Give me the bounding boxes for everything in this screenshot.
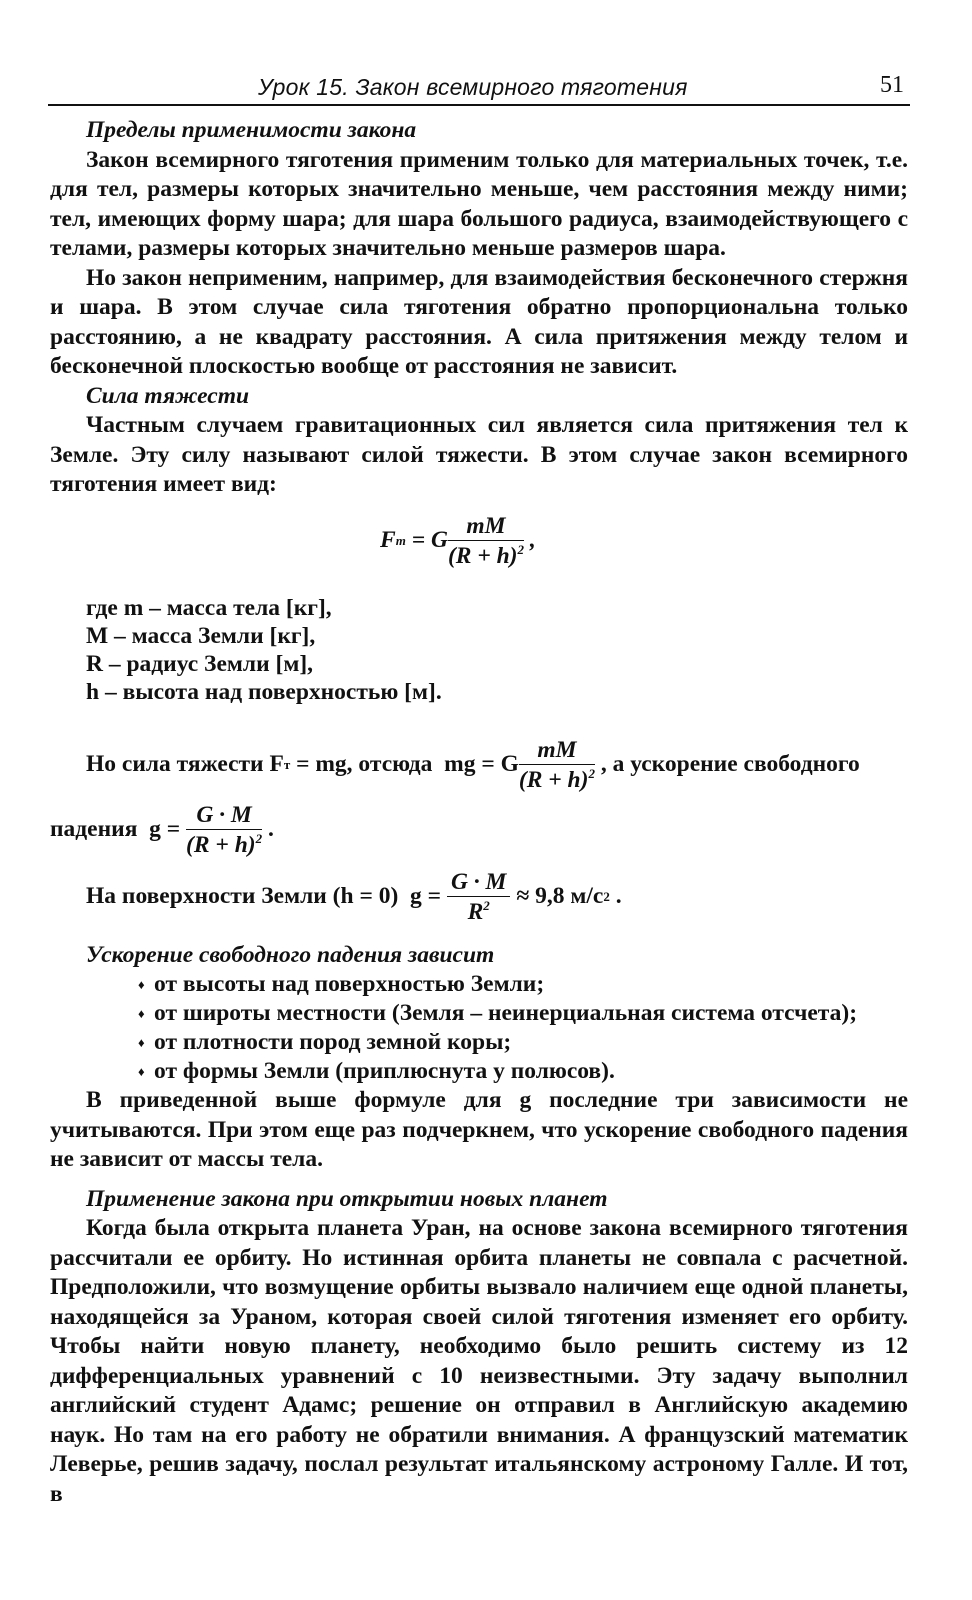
relation-pre: Но сила тяжести F	[86, 751, 284, 778]
definition-h: h – высота над поверхностью [м].	[86, 678, 442, 705]
formula-fraction	[448, 512, 524, 571]
free-fall-denominator: (R + h)	[186, 831, 256, 858]
page-number: 51	[880, 72, 904, 98]
gravity-relation-line: Но сила тяжести F т = mg, отсюда mg = G $\frac{mM}{(R + h)^2}$ , а ускорение свободного	[86, 736, 860, 793]
running-title: Урок 15. Закон всемирного тяготения	[258, 74, 688, 100]
definition-M: M – масса Земли [кг],	[86, 622, 316, 649]
relation-fraction	[519, 736, 595, 795]
list-item: ♦ от широты местности (Земля – неинерциальная система отсчета);	[154, 999, 908, 1028]
formula-lhs: F	[380, 527, 396, 554]
paragraph: Но закон неприменим, например, для взаимодействия бесконечного стержня и шара. В этом случае сила тяготения обратно пропорциональна только расстоянию, а не квадрату расстояния. А сила притяжения между телом и бесконечной плоскостью вообще от расстояния не зависит.	[50, 264, 908, 379]
formula-denominator-power: 2	[517, 541, 524, 557]
paragraph: Частным случаем гравитационных сил является сила притяжения тел к Земле. Эту силу называют силой тяжести. В этом случае закон всемирного тяготения имеет вид:	[50, 412, 908, 497]
formula-eq: = G	[405, 527, 448, 554]
free-fall-pre: падения g =	[50, 816, 187, 843]
formula-denominator-wrap	[448, 541, 524, 571]
formula-tail: ,	[523, 527, 536, 554]
page-header	[48, 68, 910, 108]
free-fall-line	[50, 801, 908, 860]
section-heading-gravity-force: Сила тяжести	[86, 382, 250, 409]
surface-end: .	[609, 883, 622, 910]
formula-numerator: mM	[448, 512, 524, 541]
surface-pre: На поверхности Земли (h = 0) g =	[86, 883, 447, 910]
relation-denominator-wrap	[519, 765, 595, 795]
relation-post: , а ускорение свободного	[594, 751, 860, 778]
list-item: ♦ от формы Земли (приплюснута у полюсов).	[154, 1057, 908, 1086]
section-heading-planets: Применение закона при открытии новых планет	[86, 1185, 608, 1212]
surface-denominator-wrap	[447, 897, 511, 927]
free-fall-denominator-power: 2	[255, 830, 263, 846]
surface-g-line: На поверхности Земли (h = 0) g = $\frac{G \cdot M}{R^2}$ ≈ 9,8 м/с 2 .	[86, 868, 622, 925]
gravity-formula: F т = G $\frac{mM}{(R + h)^2}$ ,	[380, 512, 536, 569]
variable-definitions	[50, 594, 908, 706]
definition-m: где m – масса тела [кг],	[86, 594, 332, 621]
paragraph: Закон всемирного тяготения применим только для материальных точек, т.е. для тел, размеры которых значительно меньше, чем расстояния между ними; тел, имеющих форму шара; для шара большого радиуса, взаимодействующего с телами, размеры которых значительно меньше размеров шара.	[50, 146, 908, 261]
relation-denominator-power: 2	[588, 765, 595, 781]
surface-denominator-power: 2	[483, 897, 490, 913]
surface-numerator: G · M	[447, 868, 511, 897]
relation-numerator: mM	[519, 736, 595, 765]
free-fall-numerator: G · M	[186, 801, 262, 830]
list-item: ♦ от высоты над поверхностью Земли;	[154, 970, 908, 999]
header-rule	[48, 104, 910, 106]
free-fall-denominator-wrap	[186, 830, 262, 860]
surface-post: ≈ 9,8 м/с	[510, 883, 604, 910]
page-content	[50, 116, 908, 1509]
list-item: ♦ от плотности пород земной коры;	[154, 1028, 908, 1057]
definition-R: R – радиус Земли [м],	[86, 650, 314, 677]
section-heading-dependence: Ускорение свободного падения зависит	[86, 941, 495, 968]
dependence-list	[50, 970, 908, 1086]
paragraph: В приведенной выше формуле для g последние три зависимости не учитываются. При этом еще раз подчеркнем, что ускорение свободного падения не зависит от массы тела.	[50, 1087, 908, 1172]
relation-denominator: (R + h)	[518, 766, 589, 793]
surface-fraction	[447, 868, 511, 927]
formula-denominator: (R + h)	[447, 542, 518, 569]
surface-denominator: R	[467, 898, 484, 925]
free-fall-fraction	[186, 801, 262, 860]
free-fall-post: .	[262, 816, 274, 843]
paragraph: Когда была открыта планета Уран, на основе закона всемирного тяготения рассчитали ее орбиту. Но истинная орбита планеты не совпала с расчетной. Предположили, что возмущение орбиты вызвало наличием еще одной планеты, находящейся за Ураном, которая своей силой тяготения изменяет его орбиту. Чтобы найти новую планету, необходимо было решить систему из 12 дифференциальных уравнений с 10 неизвестными. Эту задачу выполнил английский студент Адамс; решение он отправил в Английскую академию наук. Но там на его работу не обратили внимания. А французский математик Леверье, решив задачу, послал результат итальянскому астроному Галле. И тот, в	[50, 1215, 908, 1507]
section-heading-limits: Пределы применимости закона	[86, 117, 417, 143]
relation-mid: = mg, отсюда mg = G	[290, 751, 519, 778]
